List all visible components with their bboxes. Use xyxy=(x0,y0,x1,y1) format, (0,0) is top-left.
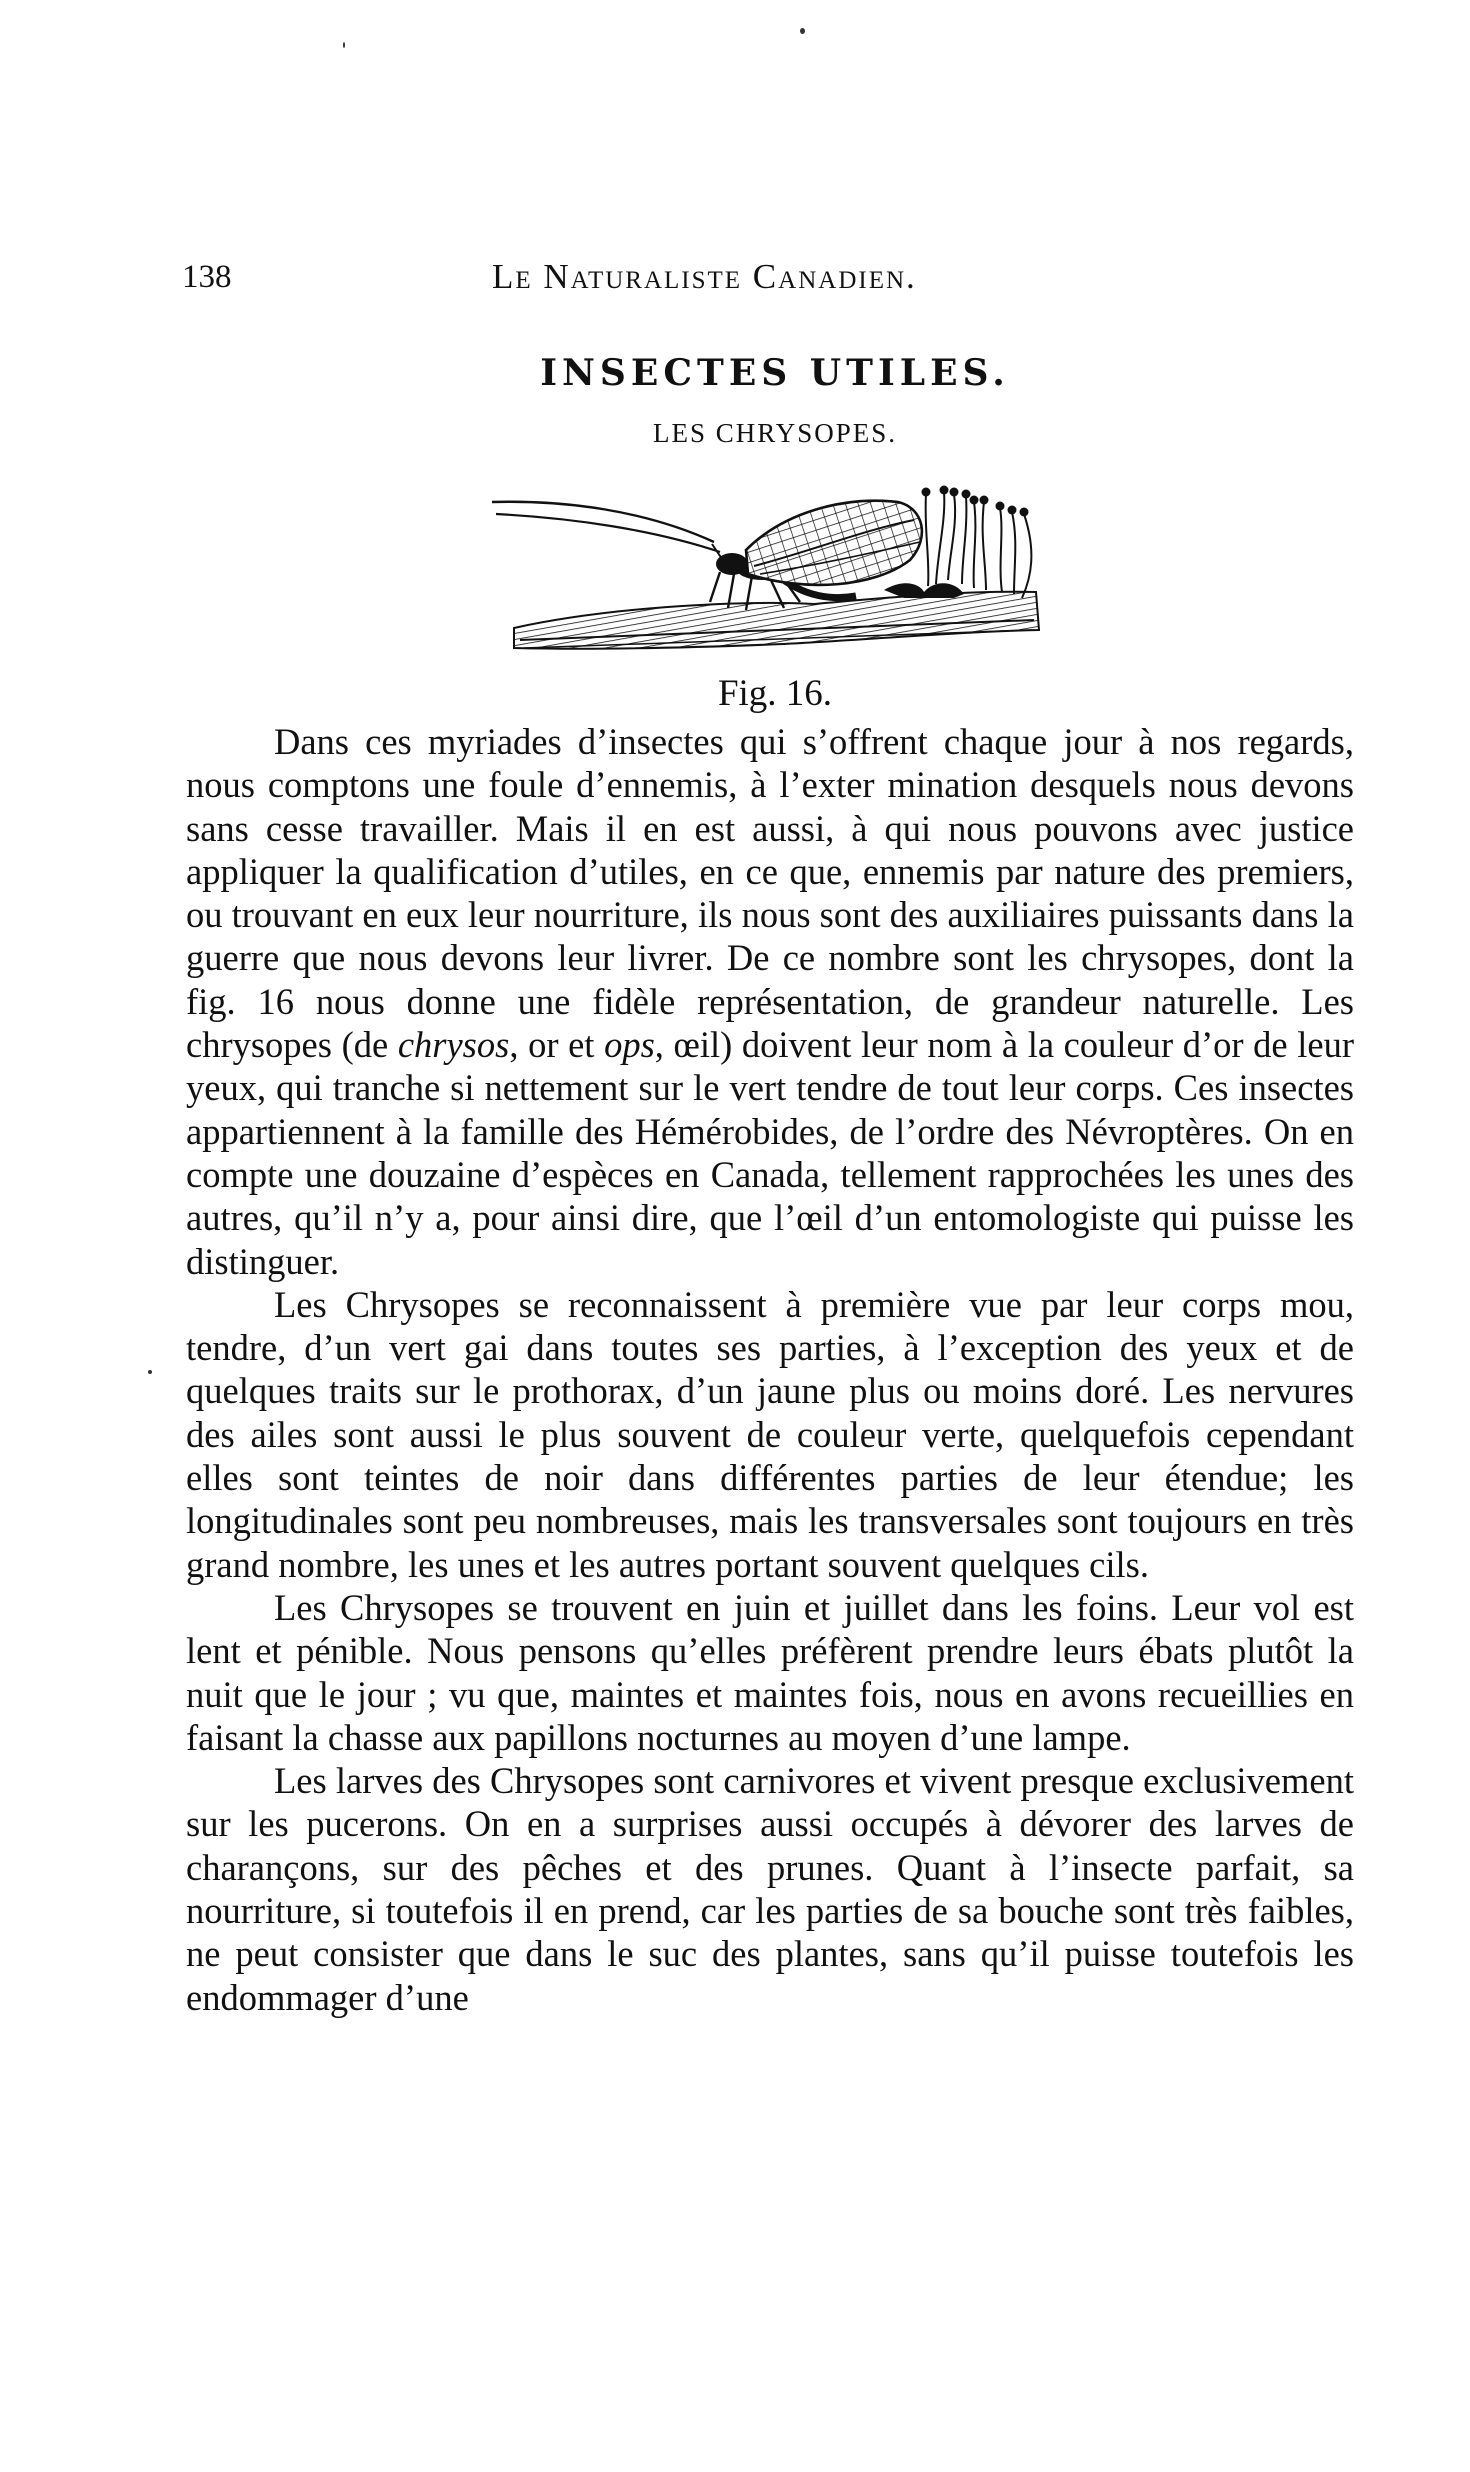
paragraph-text: Dans ces myriades d’insectes qui s’offrent chaque jour à nos regards, nous comptons une foule d’ennemis, à l’exter mination desquels nous devons sans cesse travailler. Mais il en est aussi, à qui nous pouvons avec justice appliquer la qualification d’utiles, en ce que, ennemis par nature des premiers, ou trouvant en eux leur nourriture, ils nous sont des auxiliaires puissants dans la guerre que nous devons leur livrer. De ce nombre sont les chrysopes, dont la fig. 16 nous donne une fidèle représentation, de grandeur naturelle. Les chrysopes (de xyxy=(186,721,1354,1066)
lacewing-illustration xyxy=(484,480,1050,658)
article-subtitle: LES CHRYSOPES. xyxy=(652,418,898,448)
print-speck xyxy=(800,28,805,34)
paragraph-text: , or et xyxy=(509,1024,605,1066)
print-speck xyxy=(148,1370,152,1374)
italic-term: chrysos xyxy=(397,1024,510,1066)
paragraph: Les Chrysopes se trouvent en juin et juillet dans les foins. Leur vol est lent et pénible. Nous pensons qu’elles préfèrent prendre leurs ébats plutôt la nuit que le jour ; vu que, maintes et maintes fois, nous en avons recueillies en faisant la chasse aux papillons nocturnes au moyen d’une lampe. xyxy=(186,1586,1354,1758)
journal-title: Le Naturaliste Canadien. xyxy=(492,257,917,296)
page-number: 138 xyxy=(182,259,232,295)
paragraph: Les Chrysopes se reconnaissent à première vue par leur corps mou, tendre, d’un vert gai dans toutes ses parties, à l’exception des yeux et de quelques traits sur le prothorax, d’un jaune plus ou moins doré. Les nervures des ailes sont aussi le plus souvent de couleur verte, quelquefois cependant elles sont teintes de noir dans différentes parties de leur étendue; les longitudinales sont peu nombreuses, mais les transversales sont toujours en très grand nombre, les unes et les autres portant souvent quelques cils. xyxy=(186,1283,1354,1585)
running-header xyxy=(182,252,1360,302)
italic-term: ops xyxy=(604,1024,655,1066)
paragraph xyxy=(186,720,1354,1283)
figure-caption: Fig. 16. xyxy=(717,673,833,714)
article-body xyxy=(186,720,1354,2019)
article-title: INSECTES UTILES. xyxy=(540,352,1010,394)
paragraph: Les larves des Chrysopes sont carnivores et vivent presque exclusivement sur les pucerons. On en a surprises aussi occupés à dévorer des larves de charançons, sur des pêches et des prunes. Quant à l’insecte parfait, sa nourriture, si toutefois il en prend, car les parties de sa bouche sont très faibles, ne peut consister que dans le suc des plantes, sans qu’il puisse toutefois les endommager d’une xyxy=(186,1760,1354,2018)
paragraph-text: , œil) doivent leur nom à la couleur d’or de leur yeux, qui tranche si nettement sur le vert tendre de tout leur corps. Ces insectes appartiennent à la famille des Hémérobides, de l’ordre des Névroptères. On en compte une douzaine d’espèces en Canada, tellement rapprochées les unes des autres, qu’il n’y a, pour ainsi dire, que l’œil d’un entomologiste qui puisse les distinguer. xyxy=(186,1024,1354,1282)
print-speck xyxy=(343,42,345,48)
